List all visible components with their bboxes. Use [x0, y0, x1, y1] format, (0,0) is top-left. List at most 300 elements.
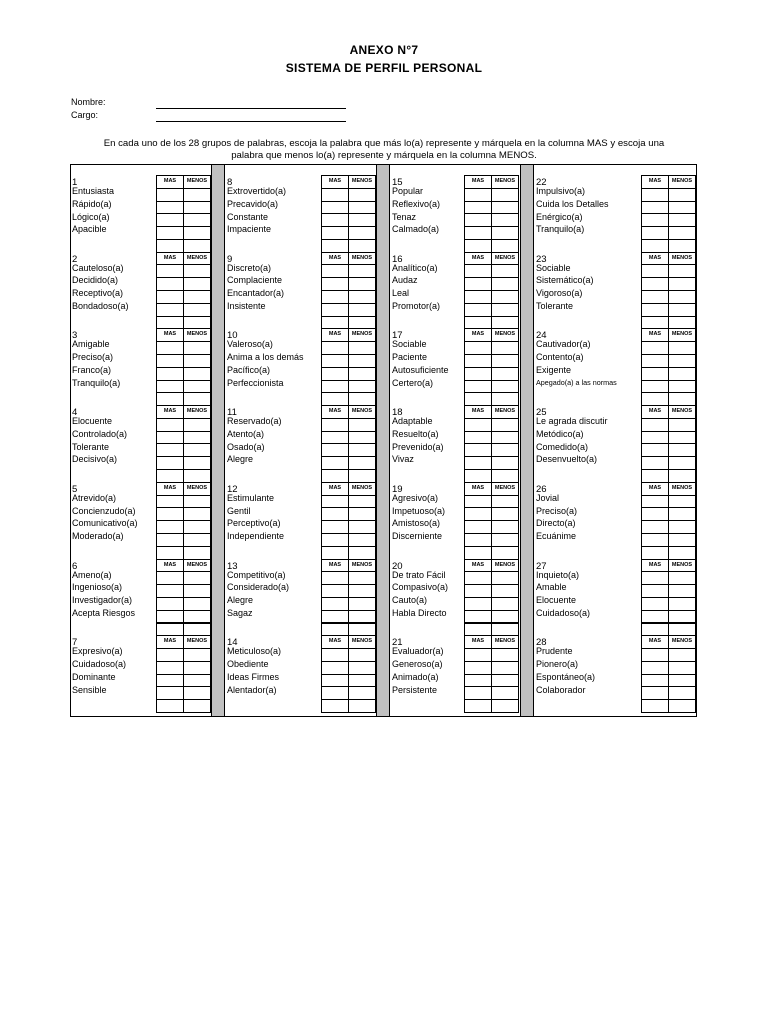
- mas-checkbox[interactable]: [321, 188, 349, 202]
- menos-checkbox[interactable]: [491, 354, 519, 368]
- mas-checkbox[interactable]: [464, 264, 492, 278]
- group-number: 27: [536, 560, 547, 572]
- menos-checkbox[interactable]: [668, 686, 696, 700]
- mas-checkbox[interactable]: [641, 674, 669, 688]
- menos-checkbox[interactable]: [491, 533, 519, 547]
- menos-checkbox[interactable]: [348, 188, 376, 202]
- mas-checkbox[interactable]: [641, 264, 669, 278]
- mas-checkbox[interactable]: [464, 380, 492, 394]
- group-word: Inquieto(a): [536, 569, 580, 580]
- menos-checkbox[interactable]: [348, 367, 376, 381]
- mas-checkbox[interactable]: [321, 277, 349, 291]
- group-word: Vigoroso(a): [536, 288, 583, 299]
- group-number: 28: [536, 637, 547, 649]
- menos-header: MENOS: [183, 635, 211, 649]
- group-word: Contento(a): [536, 352, 584, 363]
- mas-checkbox[interactable]: [156, 648, 184, 662]
- mas-checkbox[interactable]: [321, 290, 349, 304]
- group-word: Controlado(a): [72, 428, 128, 439]
- mas-checkbox[interactable]: [321, 341, 349, 355]
- menos-checkbox[interactable]: [348, 610, 376, 624]
- menos-checkbox[interactable]: [668, 443, 696, 457]
- menos-checkbox[interactable]: [491, 431, 519, 445]
- menos-checkbox[interactable]: [348, 443, 376, 457]
- mas-header: MAS: [641, 175, 669, 189]
- menos-checkbox[interactable]: [668, 341, 696, 355]
- menos-header: MENOS: [183, 405, 211, 419]
- group-word: Concienzudo(a): [72, 505, 136, 516]
- menos-checkbox[interactable]: [668, 213, 696, 227]
- mas-checkbox[interactable]: [321, 533, 349, 547]
- menos-checkbox[interactable]: [491, 571, 519, 585]
- menos-checkbox[interactable]: [183, 533, 211, 547]
- group-word: Franco(a): [72, 364, 112, 375]
- menos-checkbox[interactable]: [183, 354, 211, 368]
- mas-header: MAS: [464, 175, 492, 189]
- mas-checkbox[interactable]: [156, 507, 184, 521]
- menos-checkbox[interactable]: [348, 226, 376, 240]
- mas-checkbox[interactable]: [464, 610, 492, 624]
- menos-checkbox[interactable]: [348, 661, 376, 675]
- menos-checkbox[interactable]: [491, 507, 519, 521]
- group-word: Agresivo(a): [392, 492, 439, 503]
- menos-checkbox[interactable]: [668, 380, 696, 394]
- mas-checkbox[interactable]: [321, 443, 349, 457]
- mas-checkbox[interactable]: [464, 443, 492, 457]
- mas-checkbox[interactable]: [321, 610, 349, 624]
- group-number: 3: [72, 330, 78, 342]
- group-word: Alegre: [227, 595, 254, 606]
- group-number: 8: [227, 177, 233, 188]
- group-word: Moderado(a): [72, 531, 124, 542]
- group-word: Prevenido(a): [392, 441, 444, 452]
- mas-checkbox[interactable]: [464, 661, 492, 675]
- menos-checkbox[interactable]: [348, 354, 376, 368]
- menos-checkbox[interactable]: [183, 610, 211, 624]
- menos-checkbox[interactable]: [668, 226, 696, 240]
- menos-checkbox[interactable]: [491, 201, 519, 215]
- mas-header: MAS: [156, 328, 184, 342]
- mas-checkbox[interactable]: [641, 431, 669, 445]
- menos-checkbox[interactable]: [348, 507, 376, 521]
- group-word: Habla Directo: [392, 607, 447, 618]
- menos-checkbox[interactable]: [348, 213, 376, 227]
- menos-checkbox[interactable]: [183, 507, 211, 521]
- menos-checkbox[interactable]: [668, 456, 696, 470]
- menos-checkbox[interactable]: [668, 277, 696, 291]
- menos-checkbox[interactable]: [668, 354, 696, 368]
- mas-checkbox[interactable]: [156, 520, 184, 534]
- menos-checkbox[interactable]: [491, 648, 519, 662]
- group-word: Comedido(a): [536, 441, 589, 452]
- mas-checkbox[interactable]: [156, 226, 184, 240]
- mas-header: MAS: [464, 482, 492, 496]
- menos-checkbox[interactable]: [491, 226, 519, 240]
- mas-checkbox[interactable]: [321, 495, 349, 509]
- group-word: Considerado(a): [227, 582, 290, 593]
- mas-checkbox[interactable]: [156, 290, 184, 304]
- menos-checkbox[interactable]: [491, 264, 519, 278]
- mas-checkbox[interactable]: [321, 418, 349, 432]
- mas-checkbox[interactable]: [464, 584, 492, 598]
- menos-checkbox[interactable]: [668, 674, 696, 688]
- group-word: Estimulante: [227, 492, 275, 503]
- mas-checkbox[interactable]: [641, 507, 669, 521]
- group-word: Apacible: [72, 224, 107, 235]
- mas-checkbox[interactable]: [641, 303, 669, 317]
- menos-checkbox[interactable]: [183, 431, 211, 445]
- menos-checkbox[interactable]: [183, 380, 211, 394]
- mas-checkbox[interactable]: [321, 584, 349, 598]
- menos-header: MENOS: [491, 635, 519, 649]
- menos-checkbox[interactable]: [348, 520, 376, 534]
- group-number: 6: [72, 560, 78, 572]
- mas-checkbox[interactable]: [321, 520, 349, 534]
- mas-checkbox[interactable]: [464, 367, 492, 381]
- mas-checkbox[interactable]: [641, 584, 669, 598]
- menos-checkbox[interactable]: [668, 367, 696, 381]
- menos-checkbox[interactable]: [183, 367, 211, 381]
- menos-checkbox[interactable]: [348, 533, 376, 547]
- mas-checkbox[interactable]: [156, 674, 184, 688]
- menos-checkbox[interactable]: [668, 290, 696, 304]
- menos-checkbox[interactable]: [183, 418, 211, 432]
- menos-checkbox[interactable]: [348, 290, 376, 304]
- menos-checkbox[interactable]: [668, 648, 696, 662]
- menos-checkbox[interactable]: [668, 520, 696, 534]
- mas-checkbox[interactable]: [464, 354, 492, 368]
- mas-checkbox[interactable]: [464, 648, 492, 662]
- group-word: Cuidadoso(a): [536, 607, 591, 618]
- menos-checkbox[interactable]: [183, 571, 211, 585]
- menos-checkbox[interactable]: [183, 264, 211, 278]
- menos-checkbox[interactable]: [668, 201, 696, 215]
- mas-checkbox[interactable]: [321, 380, 349, 394]
- group-word: Sensible: [72, 684, 107, 695]
- menos-checkbox[interactable]: [183, 597, 211, 611]
- menos-checkbox[interactable]: [183, 661, 211, 675]
- mas-header: MAS: [156, 175, 184, 189]
- menos-checkbox[interactable]: [348, 303, 376, 317]
- menos-checkbox[interactable]: [183, 686, 211, 700]
- menos-checkbox[interactable]: [491, 418, 519, 432]
- mas-checkbox[interactable]: [464, 418, 492, 432]
- group-word: Extrovertido(a): [227, 186, 287, 196]
- mas-checkbox[interactable]: [641, 597, 669, 611]
- mas-checkbox[interactable]: [321, 674, 349, 688]
- mas-checkbox[interactable]: [641, 354, 669, 368]
- group-word: Atrevido(a): [72, 492, 117, 503]
- cargo-field[interactable]: [156, 121, 346, 122]
- menos-header: MENOS: [491, 328, 519, 342]
- menos-checkbox[interactable]: [668, 188, 696, 202]
- mas-checkbox[interactable]: [464, 699, 492, 713]
- mas-checkbox[interactable]: [641, 648, 669, 662]
- mas-checkbox[interactable]: [321, 648, 349, 662]
- mas-checkbox[interactable]: [464, 686, 492, 700]
- mas-checkbox[interactable]: [464, 188, 492, 202]
- mas-checkbox[interactable]: [321, 213, 349, 227]
- mas-checkbox[interactable]: [641, 380, 669, 394]
- mas-checkbox[interactable]: [156, 661, 184, 675]
- mas-checkbox[interactable]: [321, 264, 349, 278]
- menos-checkbox[interactable]: [348, 597, 376, 611]
- group-number: 12: [227, 483, 238, 495]
- mas-checkbox[interactable]: [156, 597, 184, 611]
- menos-checkbox[interactable]: [348, 264, 376, 278]
- menos-checkbox[interactable]: [348, 674, 376, 688]
- group-word: Encantador(a): [227, 288, 285, 299]
- mas-checkbox[interactable]: [321, 699, 349, 713]
- mas-checkbox[interactable]: [464, 597, 492, 611]
- mas-checkbox[interactable]: [156, 380, 184, 394]
- group-word: Cuidadoso(a): [72, 658, 127, 669]
- menos-checkbox[interactable]: [348, 571, 376, 585]
- mas-checkbox[interactable]: [641, 520, 669, 534]
- group-word: Anima a los demás: [227, 352, 304, 363]
- group-word: Resuelto(a): [392, 428, 439, 439]
- menos-checkbox[interactable]: [348, 699, 376, 713]
- mas-checkbox[interactable]: [156, 495, 184, 509]
- mas-checkbox[interactable]: [321, 226, 349, 240]
- menos-checkbox[interactable]: [491, 597, 519, 611]
- menos-checkbox[interactable]: [491, 443, 519, 457]
- mas-checkbox[interactable]: [321, 354, 349, 368]
- group-word: Animado(a): [392, 671, 439, 682]
- menos-checkbox[interactable]: [183, 290, 211, 304]
- mas-checkbox[interactable]: [464, 303, 492, 317]
- menos-checkbox[interactable]: [348, 201, 376, 215]
- mas-checkbox[interactable]: [641, 571, 669, 585]
- menos-checkbox[interactable]: [668, 303, 696, 317]
- mas-checkbox[interactable]: [321, 201, 349, 215]
- menos-checkbox[interactable]: [668, 597, 696, 611]
- mas-checkbox[interactable]: [156, 367, 184, 381]
- mas-checkbox[interactable]: [641, 188, 669, 202]
- mas-checkbox[interactable]: [641, 341, 669, 355]
- mas-checkbox[interactable]: [641, 367, 669, 381]
- group-word: Impaciente: [227, 224, 272, 235]
- group-word: Alegre: [227, 454, 254, 465]
- group-word: Ideas Firmes: [227, 671, 280, 682]
- mas-checkbox[interactable]: [641, 686, 669, 700]
- menos-checkbox[interactable]: [491, 686, 519, 700]
- menos-checkbox[interactable]: [183, 456, 211, 470]
- menos-checkbox[interactable]: [348, 380, 376, 394]
- mas-checkbox[interactable]: [321, 456, 349, 470]
- menos-checkbox[interactable]: [491, 367, 519, 381]
- mas-checkbox[interactable]: [321, 303, 349, 317]
- menos-checkbox[interactable]: [491, 303, 519, 317]
- mas-checkbox[interactable]: [464, 507, 492, 521]
- menos-header: MENOS: [348, 405, 376, 419]
- mas-checkbox[interactable]: [464, 431, 492, 445]
- menos-checkbox[interactable]: [668, 431, 696, 445]
- menos-checkbox[interactable]: [183, 674, 211, 688]
- mas-checkbox[interactable]: [321, 686, 349, 700]
- mas-checkbox[interactable]: [156, 686, 184, 700]
- menos-checkbox[interactable]: [491, 661, 519, 675]
- mas-checkbox[interactable]: [321, 431, 349, 445]
- menos-checkbox[interactable]: [668, 507, 696, 521]
- mas-checkbox[interactable]: [321, 597, 349, 611]
- group-word: Atento(a): [227, 428, 265, 439]
- menos-checkbox[interactable]: [668, 610, 696, 624]
- menos-header: MENOS: [668, 559, 696, 573]
- mas-checkbox[interactable]: [641, 661, 669, 675]
- mas-checkbox[interactable]: [464, 456, 492, 470]
- menos-checkbox[interactable]: [668, 584, 696, 598]
- mas-checkbox[interactable]: [641, 290, 669, 304]
- menos-checkbox[interactable]: [668, 571, 696, 585]
- mas-checkbox[interactable]: [156, 418, 184, 432]
- menos-checkbox[interactable]: [183, 201, 211, 215]
- menos-checkbox[interactable]: [348, 277, 376, 291]
- mas-checkbox[interactable]: [641, 699, 669, 713]
- menos-checkbox[interactable]: [668, 264, 696, 278]
- group-word: Tolerante: [536, 301, 574, 312]
- mas-checkbox[interactable]: [464, 520, 492, 534]
- menos-checkbox[interactable]: [183, 648, 211, 662]
- mas-checkbox[interactable]: [321, 571, 349, 585]
- menos-checkbox[interactable]: [491, 520, 519, 534]
- menos-checkbox[interactable]: [183, 226, 211, 240]
- mas-checkbox[interactable]: [641, 610, 669, 624]
- mas-checkbox[interactable]: [641, 495, 669, 509]
- mas-header: MAS: [464, 635, 492, 649]
- mas-header: MAS: [464, 405, 492, 419]
- menos-checkbox[interactable]: [348, 418, 376, 432]
- mas-checkbox[interactable]: [156, 213, 184, 227]
- menos-checkbox[interactable]: [348, 686, 376, 700]
- mas-checkbox[interactable]: [156, 571, 184, 585]
- column-separator: [376, 165, 390, 716]
- menos-checkbox[interactable]: [491, 277, 519, 291]
- menos-checkbox[interactable]: [491, 610, 519, 624]
- mas-checkbox[interactable]: [156, 456, 184, 470]
- mas-checkbox[interactable]: [156, 264, 184, 278]
- mas-checkbox[interactable]: [464, 674, 492, 688]
- mas-checkbox[interactable]: [641, 533, 669, 547]
- mas-checkbox[interactable]: [464, 495, 492, 509]
- mas-checkbox[interactable]: [321, 661, 349, 675]
- menos-checkbox[interactable]: [668, 661, 696, 675]
- mas-checkbox[interactable]: [464, 533, 492, 547]
- mas-checkbox[interactable]: [641, 213, 669, 227]
- mas-checkbox[interactable]: [156, 341, 184, 355]
- menos-checkbox[interactable]: [491, 495, 519, 509]
- mas-checkbox[interactable]: [464, 290, 492, 304]
- mas-checkbox[interactable]: [156, 277, 184, 291]
- menos-checkbox[interactable]: [348, 341, 376, 355]
- mas-checkbox[interactable]: [156, 443, 184, 457]
- menos-checkbox[interactable]: [183, 495, 211, 509]
- mas-checkbox[interactable]: [156, 354, 184, 368]
- mas-header: MAS: [641, 559, 669, 573]
- mas-checkbox[interactable]: [641, 456, 669, 470]
- menos-checkbox[interactable]: [183, 520, 211, 534]
- menos-checkbox[interactable]: [491, 674, 519, 688]
- menos-checkbox[interactable]: [491, 341, 519, 355]
- mas-checkbox[interactable]: [641, 201, 669, 215]
- mas-checkbox[interactable]: [464, 226, 492, 240]
- mas-checkbox[interactable]: [464, 341, 492, 355]
- menos-checkbox[interactable]: [668, 533, 696, 547]
- mas-checkbox[interactable]: [321, 507, 349, 521]
- menos-checkbox[interactable]: [491, 213, 519, 227]
- mas-checkbox[interactable]: [641, 443, 669, 457]
- group-word: Osado(a): [227, 441, 265, 452]
- group-number: 7: [72, 637, 78, 649]
- menos-checkbox[interactable]: [491, 584, 519, 598]
- group-word: Elocuente: [72, 416, 113, 427]
- menos-checkbox[interactable]: [668, 418, 696, 432]
- menos-checkbox[interactable]: [668, 699, 696, 713]
- menos-checkbox[interactable]: [491, 188, 519, 202]
- nombre-field[interactable]: [156, 108, 346, 109]
- group-word: Tranquilo(a): [536, 224, 585, 235]
- group-word: Audaz: [392, 275, 418, 286]
- menos-checkbox[interactable]: [348, 431, 376, 445]
- menos-header: MENOS: [491, 559, 519, 573]
- mas-checkbox[interactable]: [156, 610, 184, 624]
- menos-checkbox[interactable]: [183, 699, 211, 713]
- mas-checkbox[interactable]: [156, 303, 184, 317]
- mas-checkbox[interactable]: [321, 367, 349, 381]
- menos-checkbox[interactable]: [183, 584, 211, 598]
- mas-checkbox[interactable]: [641, 418, 669, 432]
- mas-checkbox[interactable]: [464, 201, 492, 215]
- mas-checkbox[interactable]: [156, 188, 184, 202]
- mas-checkbox[interactable]: [641, 226, 669, 240]
- menos-checkbox[interactable]: [183, 341, 211, 355]
- mas-checkbox[interactable]: [156, 201, 184, 215]
- menos-checkbox[interactable]: [183, 213, 211, 227]
- menos-checkbox[interactable]: [491, 699, 519, 713]
- menos-header: MENOS: [491, 252, 519, 266]
- group-word: Insistente: [227, 301, 266, 312]
- group-word: Perceptivo(a): [227, 518, 281, 529]
- menos-checkbox[interactable]: [183, 443, 211, 457]
- group-number: 2: [72, 253, 78, 265]
- mas-checkbox[interactable]: [156, 699, 184, 713]
- mas-checkbox[interactable]: [464, 571, 492, 585]
- menos-header: MENOS: [348, 175, 376, 189]
- menos-checkbox[interactable]: [491, 380, 519, 394]
- menos-checkbox[interactable]: [668, 495, 696, 509]
- mas-checkbox[interactable]: [464, 213, 492, 227]
- menos-checkbox[interactable]: [348, 456, 376, 470]
- menos-checkbox[interactable]: [348, 584, 376, 598]
- mas-header: MAS: [156, 559, 184, 573]
- menos-checkbox[interactable]: [348, 648, 376, 662]
- group-word: Reservado(a): [227, 416, 282, 427]
- mas-checkbox[interactable]: [464, 277, 492, 291]
- group-word: Rápido(a): [72, 198, 112, 209]
- menos-checkbox[interactable]: [183, 188, 211, 202]
- group-word: Entusiasta: [72, 186, 115, 196]
- menos-checkbox[interactable]: [348, 495, 376, 509]
- menos-checkbox[interactable]: [491, 290, 519, 304]
- mas-header: MAS: [464, 252, 492, 266]
- mas-checkbox[interactable]: [156, 584, 184, 598]
- mas-checkbox[interactable]: [156, 533, 184, 547]
- mas-checkbox[interactable]: [641, 277, 669, 291]
- menos-checkbox[interactable]: [491, 456, 519, 470]
- menos-checkbox[interactable]: [183, 277, 211, 291]
- mas-checkbox[interactable]: [156, 431, 184, 445]
- menos-checkbox[interactable]: [183, 303, 211, 317]
